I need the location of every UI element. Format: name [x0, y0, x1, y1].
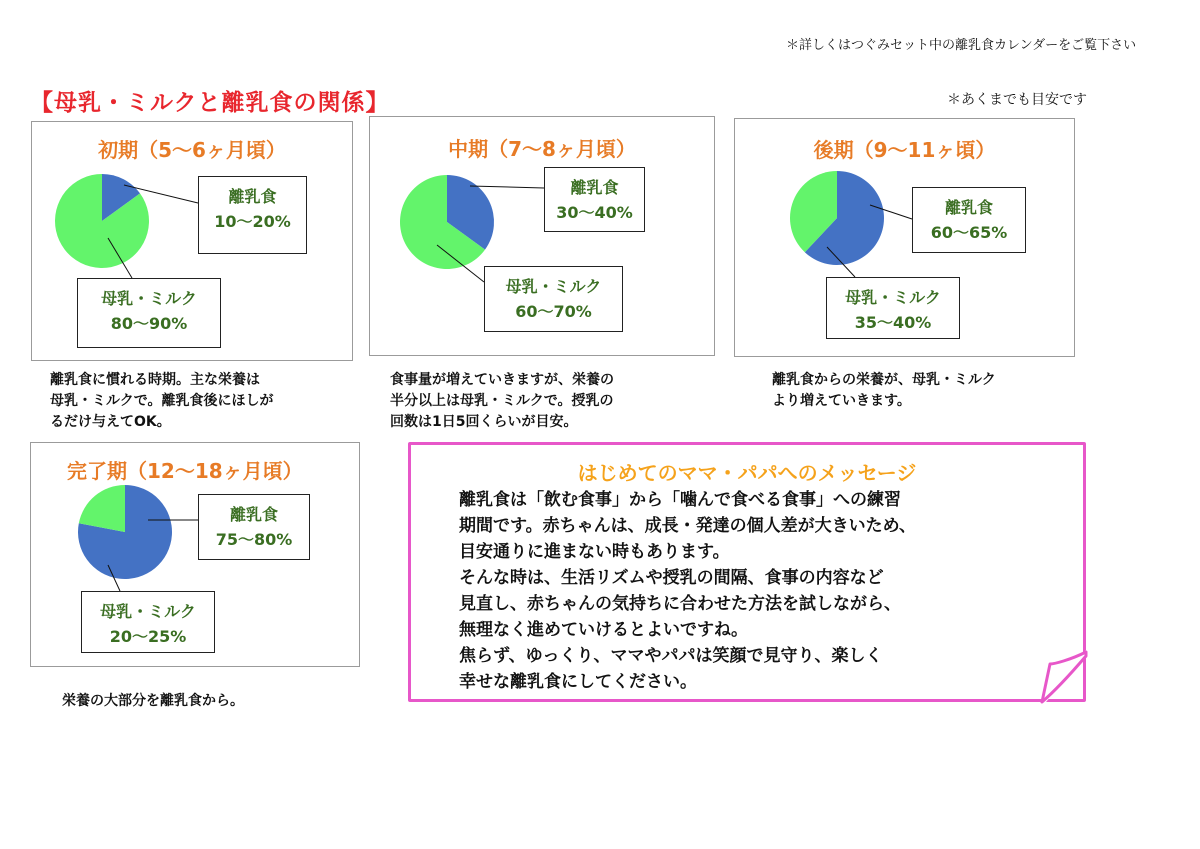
milk-label-box	[484, 266, 623, 332]
panel-title: 完了期（12〜18ヶ月頃）	[67, 459, 303, 483]
milk-label-box	[81, 591, 215, 653]
milk-range: 20〜25%	[109, 627, 187, 646]
sub-note: ＊あくまでも目安です	[947, 92, 1087, 108]
milk-label-box	[826, 277, 960, 339]
description-line: 回数は1日5回くらいが目安。	[390, 414, 578, 430]
message-line: 目安通りに進まない時もあります。	[459, 542, 730, 562]
weaning-label: 離乳食	[570, 178, 619, 197]
weaning-range: 30〜40%	[556, 203, 633, 222]
description-middle	[390, 370, 614, 433]
message-line: 見直し、赤ちゃんの気持ちに合わせた方法を試しながら、	[459, 594, 901, 614]
message-box	[408, 442, 1086, 702]
weaning-label: 離乳食	[944, 198, 993, 217]
page-title: 【母乳・ミルクと離乳食の関係】	[30, 90, 390, 116]
panel-title: 中期（7〜8ヶ月頃）	[448, 137, 636, 161]
description-line: 母乳・ミルクで。離乳食後にほしが	[50, 393, 274, 409]
milk-range: 35〜40%	[854, 313, 932, 332]
pie-chart-late	[790, 171, 884, 265]
weaning-range: 60〜65%	[930, 223, 1008, 242]
weaning-label-box	[544, 167, 645, 232]
message-line: 離乳食は「飲む食事」から「噛んで食べる食事」への練習	[459, 490, 901, 510]
message-line: 期間です。赤ちゃんは、成長・発達の個人差が大きいため、	[459, 516, 916, 536]
weaning-label-box	[198, 176, 307, 254]
pie-chart-early	[55, 174, 149, 268]
message-line: 無理なく進めていけるとよいですね。	[459, 620, 748, 640]
description-early	[50, 370, 273, 433]
message-line: 焦らず、ゆっくり、ママやパパは笑顔で見守り、楽しく	[459, 646, 883, 666]
description-line: より増えていきます。	[772, 393, 911, 409]
message-title: はじめてのママ・パパへのメッセージ	[577, 461, 917, 485]
milk-range: 80〜90%	[110, 314, 188, 333]
weaning-range: 75〜80%	[215, 530, 293, 549]
message-text	[459, 487, 916, 695]
message-line: そんな時は、生活リズムや授乳の間隔、食事の内容など	[459, 568, 884, 588]
description-line: るだけ与えてOK。	[50, 414, 171, 430]
description-line: 栄養の大部分を離乳食から。	[62, 693, 244, 709]
panel-title: 後期（9〜11ヶ頃）	[813, 138, 996, 162]
message-line: 幸せな離乳食にしてください。	[459, 672, 697, 692]
weaning-label: 離乳食	[229, 505, 278, 524]
description-line: 離乳食に慣れる時期。主な栄養は	[50, 372, 260, 388]
milk-range: 60〜70%	[515, 302, 592, 321]
milk-label: 母乳・ミルク	[505, 277, 602, 296]
weaning-label-box	[198, 494, 310, 560]
weaning-range: 10〜20%	[214, 212, 291, 231]
panel-title: 初期（5〜6ヶ月頃）	[98, 138, 286, 162]
description-late	[772, 370, 996, 412]
description-line: 食事量が増えていきますが、栄養の	[390, 372, 614, 388]
weaning-label-box	[912, 187, 1026, 253]
milk-label-box	[77, 278, 221, 348]
milk-label: 母乳・ミルク	[100, 602, 196, 621]
top-note: ＊詳しくはつぐみセット中の離乳食カレンダーをご覧下さい	[786, 38, 1137, 53]
description-line: 離乳食からの栄養が、母乳・ミルク	[772, 372, 996, 388]
pie-chart-middle	[400, 175, 494, 269]
pie-chart-complete	[78, 485, 172, 579]
description-line: 半分以上は母乳・ミルクで。授乳の	[390, 393, 614, 409]
description-complete	[62, 691, 244, 712]
milk-label: 母乳・ミルク	[845, 288, 941, 307]
weaning-label: 離乳食	[228, 187, 277, 206]
page-curl-decoration	[1030, 650, 1090, 706]
milk-label: 母乳・ミルク	[101, 289, 197, 308]
